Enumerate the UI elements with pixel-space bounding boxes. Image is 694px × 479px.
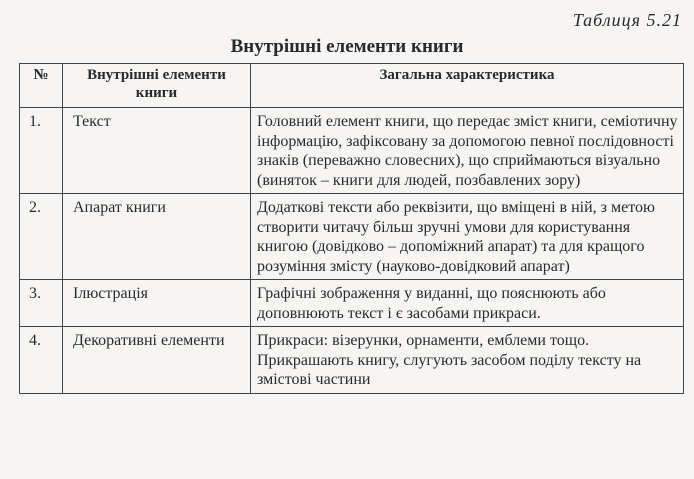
table-header-row [20, 64, 684, 108]
table-row [20, 327, 684, 394]
row-number: 2. [20, 194, 63, 280]
row-element: Ілюстрація [63, 280, 251, 327]
table-row [20, 194, 684, 280]
row-description: Додаткові тексти або реквізити, що вміщені в ній, з метою створити читачу більш зручні умови для користування книгою (довідково – допоміжний апарат) та для кращого розуміння змісту (науково-довідковий апарат) [251, 194, 684, 280]
row-element: Апарат книги [63, 194, 251, 280]
row-number: 1. [20, 108, 63, 194]
table-number: Таблиця 5.21 [572, 10, 682, 30]
row-number: 4. [20, 327, 63, 394]
header-element: Внутрішні елементи книги [63, 64, 251, 108]
row-number: 3. [20, 280, 63, 327]
row-element: Текст [63, 108, 251, 194]
row-element: Декоративні елементи [63, 327, 251, 394]
book-elements-table [19, 63, 684, 394]
row-description: Графічні зображення у виданні, що пояснюють або доповнюють текст і є засобами прикраси. [251, 280, 684, 327]
table-row [20, 108, 684, 194]
header-number: № [20, 64, 63, 108]
row-description: Головний елемент книги, що передає зміст книги, семіотичну інформацію, зафіксовану за допомогою певної послідовності знаків (переважно словесних), що сприймаються візуально (виняток – книги для людей, позбавлених зору) [251, 108, 684, 194]
row-description: Прикраси: візерунки, орнаменти, емблеми тощо. Прикрашають книгу, слугують засобом поділу тексту на змістові частини [251, 327, 684, 394]
header-description: Загальна характеристика [251, 64, 684, 108]
table-title: Внутрішні елементи книги [230, 36, 464, 57]
table-row [20, 280, 684, 327]
